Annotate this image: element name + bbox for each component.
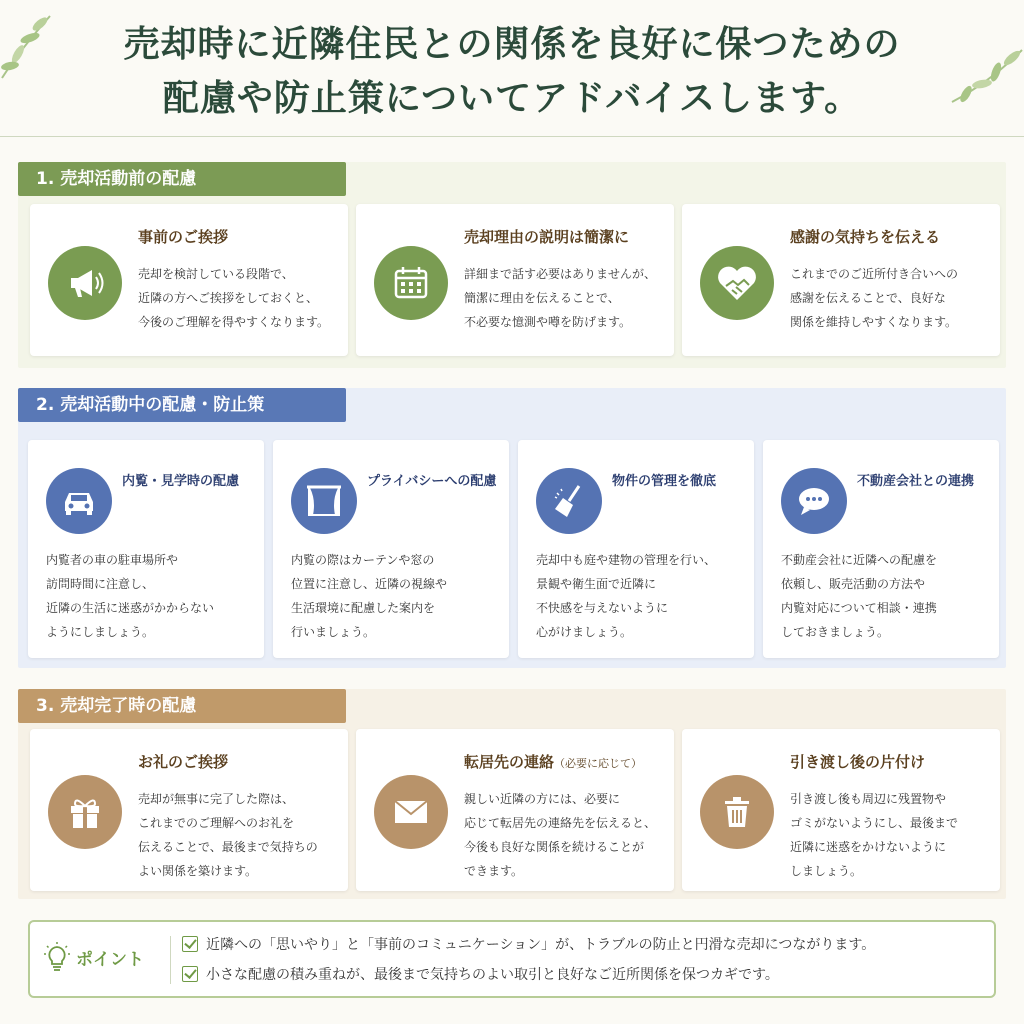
card-title: 不動産会社との連携 — [857, 474, 975, 489]
checkbox-icon — [182, 936, 198, 952]
card-body-line: 伝えることで、最後まで気持ちの — [138, 840, 318, 854]
card-privacy — [273, 440, 509, 658]
card-title-note: （必要に応じて） — [554, 757, 643, 770]
card-body-line: よい関係を築けます。 — [138, 864, 258, 878]
card-body-line: 不動産会社に近隣への配慮を — [781, 553, 938, 567]
point-item-text: 近隣への「思いやり」と「事前のコミュニケーション」が、トラブルの防止と円滑な売却につながります。 — [206, 937, 876, 953]
point-item — [182, 964, 779, 984]
card-body-line: 内覧の際はカーテンや窓の — [291, 553, 435, 567]
card-body-line: ようにしましょう。 — [46, 625, 155, 639]
title-divider — [0, 136, 1024, 137]
card-title: 事前のご挨拶 — [138, 228, 229, 246]
card-gratitude — [682, 204, 1000, 356]
card-body-line: ゴミがないようにし、最後まで — [790, 816, 959, 830]
card-reason — [356, 204, 674, 356]
card-maintenance — [518, 440, 754, 658]
section-heading: 1. 売却活動前の配慮 — [18, 162, 346, 196]
card-greeting — [30, 204, 348, 356]
checkbox-icon — [182, 966, 198, 982]
point-divider — [170, 936, 171, 984]
card-body-line: 内覧者の車の駐車場所や — [46, 553, 179, 567]
card-body-line: 今後も良好な関係を続けることが — [464, 840, 645, 854]
card-body-line: 関係を維持しやすくなります。 — [790, 315, 958, 329]
card-body-line: 売却を検討している段階で、 — [138, 267, 294, 281]
card-title: 売却理由の説明は簡潔に — [464, 228, 630, 246]
card-title: 物件の管理を徹底 — [612, 474, 717, 489]
card-body-line: 今後のご理解を得やすくなります。 — [138, 315, 330, 329]
card-title-text: 転居先の連絡 — [464, 753, 555, 771]
section-after-sale — [18, 689, 1006, 899]
card-body — [464, 787, 664, 883]
card-body-line: 近隣の方へご挨拶をしておくと、 — [138, 291, 319, 305]
point-box — [28, 920, 996, 998]
card-agency — [763, 440, 999, 658]
card-body-line: しておきましょう。 — [781, 625, 890, 639]
card-body — [464, 262, 664, 334]
card-body-line: 行いましょう。 — [291, 625, 376, 639]
card-body-line: これまでのご近所付き合いへの — [790, 267, 959, 281]
section-before-sale — [18, 162, 1006, 368]
card-title — [138, 751, 228, 772]
title-line-1: 売却時に近隣住民との関係を良好に保つための — [123, 24, 901, 65]
gift-icon — [48, 775, 122, 849]
card-body-line: 売却が無事に完了した際は、 — [138, 792, 295, 806]
card-title — [464, 751, 642, 772]
card-body — [46, 548, 214, 644]
point-label-text: ポイント — [76, 949, 144, 970]
card-title — [790, 751, 925, 772]
card-body-line: これまでのご理解へのお礼を — [138, 816, 295, 830]
card-title-text: お礼のご挨拶 — [138, 753, 229, 771]
card-body-line: しましょう。 — [790, 864, 863, 878]
car-icon — [46, 468, 112, 534]
title-line-2: 配慮や防止策についてアドバイスします。 — [162, 78, 862, 119]
card-thanks — [30, 729, 348, 891]
card-body-line: 依頼し、販売活動の方法や — [781, 577, 926, 591]
chat-bubble-icon — [781, 468, 847, 534]
lightbulb-icon — [44, 942, 70, 972]
card-body-line: 近隣の生活に迷惑がかからない — [46, 601, 215, 615]
card-viewing — [28, 440, 264, 658]
card-body-line: 感謝を伝えることで、良好な — [790, 291, 946, 305]
card-body-line: 近隣に迷惑をかけないように — [790, 840, 947, 854]
heart-handshake-icon — [700, 246, 774, 320]
card-body-line: 親しい近隣の方には、必要に — [464, 792, 621, 806]
card-body — [536, 548, 716, 644]
card-body — [781, 548, 937, 644]
card-body-line: 訪問時間に注意し、 — [46, 577, 155, 591]
card-title-text: 引き渡し後の片付け — [790, 753, 926, 771]
card-body-line: 簡潔に理由を伝えることで、 — [464, 291, 620, 305]
card-body — [138, 787, 338, 883]
section-heading: 3. 売却完了時の配慮 — [18, 689, 346, 723]
point-item-text: 小さな配慮の積み重ねが、最後まで気持ちのよい取引と良好なご近所関係を保つカギです。 — [206, 967, 779, 983]
card-body-line: 心がけましょう。 — [536, 625, 633, 639]
card-body — [138, 262, 338, 334]
point-item — [182, 934, 875, 954]
card-body-line: 詳細まで話す必要はありませんが、 — [464, 267, 657, 281]
card-cleanup — [682, 729, 1000, 891]
card-new-address — [356, 729, 674, 891]
card-title: プライバシーへの配慮 — [367, 474, 497, 489]
card-body-line: できます。 — [464, 864, 524, 878]
envelope-icon — [374, 775, 448, 849]
page-title — [0, 18, 1024, 126]
card-body-line: 生活環境に配慮した案内を — [291, 601, 436, 615]
broom-icon — [536, 468, 602, 534]
card-body-line: 不快感を与えないように — [536, 601, 669, 615]
card-body — [790, 787, 990, 883]
curtain-window-icon — [291, 468, 357, 534]
trash-can-icon — [700, 775, 774, 849]
card-body-line: 内覧対応について相談・連携 — [781, 601, 937, 615]
card-body-line: 景観や衛生面で近隣に — [536, 577, 657, 591]
card-body — [291, 548, 447, 644]
card-body-line: 不必要な憶測や噂を防げます。 — [464, 315, 632, 329]
calendar-icon — [374, 246, 448, 320]
card-body-line: 応じて転居先の連絡先を伝えると、 — [464, 816, 657, 830]
card-body-line: 引き渡し後も周辺に残置物や — [790, 792, 947, 806]
card-body — [790, 262, 990, 334]
card-body-line: 位置に注意し、近隣の視線や — [291, 577, 448, 591]
card-body-line: 売却中も庭や建物の管理を行い、 — [536, 553, 717, 567]
section-during-sale — [18, 388, 1006, 668]
section-heading: 2. 売却活動中の配慮・防止策 — [18, 388, 346, 422]
megaphone-icon — [48, 246, 122, 320]
card-title: 感謝の気持ちを伝える — [790, 228, 941, 246]
point-label — [44, 942, 144, 972]
card-title: 内覧・見学時の配慮 — [122, 474, 240, 489]
